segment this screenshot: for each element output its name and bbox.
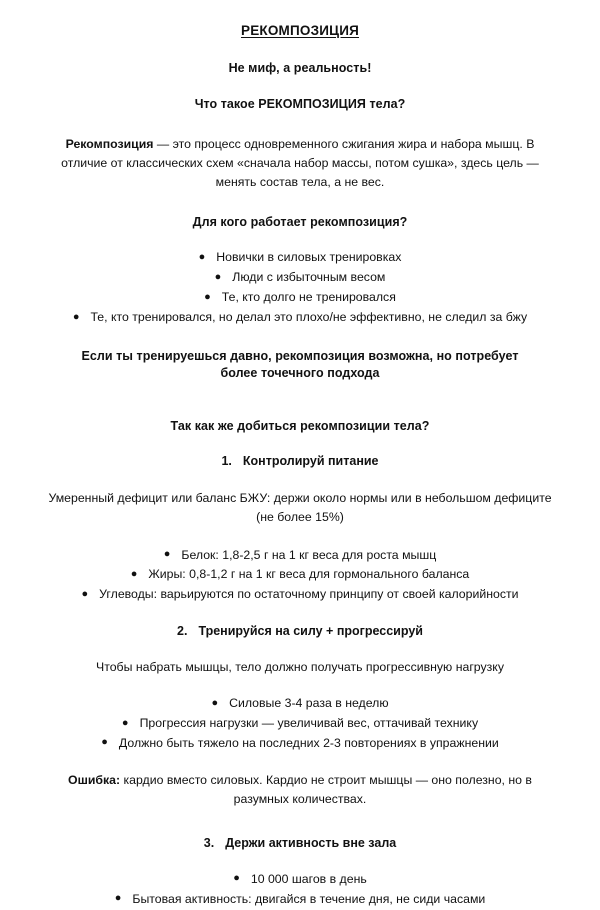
bullet-icon: ● <box>114 892 122 905</box>
list-item <box>40 546 560 566</box>
bullet-icon: ● <box>204 290 211 303</box>
step-1-heading <box>40 453 560 470</box>
step-1-paragraph: Умеренный дефицит или баланс БЖУ: держи около нормы или в небольшом дефиците (не более 15%) <box>48 491 552 525</box>
spacer <box>40 469 560 489</box>
bullet-icon: ● <box>233 872 240 885</box>
step-2-warning <box>40 771 560 809</box>
step-3-number: 3. <box>203 835 215 850</box>
spacer <box>40 40 560 60</box>
spacer <box>40 192 560 214</box>
list-item-label: Жиры: 0,8-1,2 г на 1 кг веса для гормонального баланса <box>148 567 470 582</box>
bullet-icon: ● <box>130 567 138 580</box>
list-item <box>40 268 560 288</box>
bullet-icon: ● <box>163 548 171 561</box>
list-item-label: Люди с избыточным весом <box>232 270 386 285</box>
list-item <box>40 585 560 605</box>
list-item <box>40 565 560 585</box>
list-item-label: Силовые 3-4 раза в неделю <box>229 696 389 711</box>
step-2-number: 2. <box>177 624 188 639</box>
bullet-icon: ● <box>198 250 206 263</box>
list-item-label: Должно быть тяжело на последних 2-3 повторениях в упражнении <box>118 735 499 750</box>
spacer <box>40 113 560 135</box>
spacer <box>40 404 560 418</box>
step-3-list <box>40 870 560 910</box>
list-item-label: Белок: 1,8-2,5 г на 1 кг веса для роста мышц <box>181 547 437 562</box>
definition-paragraph <box>40 135 560 192</box>
spacer <box>40 754 560 771</box>
list-item-label: Углеводы: варьируются по остаточному принципу от своей калорийности <box>99 587 519 602</box>
list-item <box>40 248 560 268</box>
step-2-list <box>40 694 560 754</box>
definition-term: Рекомпозиция <box>65 137 154 152</box>
list-item-label: Те, кто тренировался, но делал это плохо/не эффективно, не следил за бжу <box>90 310 528 325</box>
document-subtitle: Не миф, а реальность! <box>228 60 372 75</box>
bullet-icon: ● <box>81 587 89 600</box>
bullet-icon: ● <box>121 716 129 729</box>
bullet-icon: ● <box>72 310 80 323</box>
spacer <box>40 231 560 248</box>
list-item <box>40 890 560 910</box>
step-1-list <box>40 546 560 606</box>
step-1-number: 1. <box>221 453 232 468</box>
spacer <box>40 605 560 623</box>
list-item <box>40 288 560 308</box>
list-item <box>40 734 560 754</box>
step-3-heading <box>40 835 560 852</box>
list-item-label: Бытовая активность: двигайся в течение дня, не сиди часами <box>132 891 486 906</box>
step-3-title: Держи активность вне зала <box>225 835 397 850</box>
step-2-title: Тренируйся на силу + прогрессируй <box>198 624 423 639</box>
list-item-label: Те, кто долго не тренировался <box>221 290 396 305</box>
step-1-title: Контролируй питание <box>242 453 379 468</box>
list-item-label: Прогрессия нагрузки — увеличивай вес, оттачивай технику <box>139 716 479 731</box>
warning-label: Ошибка: <box>68 772 121 787</box>
spacer <box>40 809 560 827</box>
spacer <box>40 76 560 96</box>
list-item <box>40 308 560 328</box>
spacer <box>40 852 560 870</box>
list-item <box>40 714 560 734</box>
spacer <box>40 435 560 453</box>
spacer <box>40 640 560 658</box>
spacer <box>40 827 560 835</box>
bullet-icon: ● <box>211 696 219 709</box>
list-item <box>40 694 560 714</box>
section-heading-audience: Для кого работает рекомпозиция? <box>192 215 408 230</box>
spacer <box>40 328 560 348</box>
bullet-icon: ● <box>101 736 108 749</box>
definition-body: — это процесс одновременного сжигания жира и набора мышц. В отличие от классических схем «сначала набор массы, потом сушка», здесь цель — менять состав тела, а не вес. <box>61 137 539 190</box>
step-2-paragraph: Чтобы набрать мышцы, тело должно получать прогрессивную нагрузку <box>96 660 504 675</box>
bullet-icon: ● <box>214 270 222 283</box>
page-title: РЕКОМПОЗИЦИЯ <box>240 23 360 38</box>
list-item <box>40 870 560 890</box>
list-item-label: Новички в силовых тренировках <box>216 250 402 265</box>
section-heading-definition: Что такое РЕКОМПОЗИЦИЯ тела? <box>194 97 406 112</box>
spacer <box>40 382 560 404</box>
audience-list <box>40 248 560 328</box>
section-heading-how-to: Так как же добиться рекомпозиции тела? <box>170 418 430 433</box>
step-2-heading <box>40 623 560 640</box>
spacer <box>40 528 560 546</box>
warning-body: кардио вместо силовых. Кардио не строит мышцы — оно полезно, но в разумных количествах. <box>120 772 532 806</box>
list-item-label: 10 000 шагов в день <box>250 871 367 886</box>
audience-note: Если ты тренируешься давно, рекомпозиция возможна, но потребует более точечного подхода <box>81 348 519 380</box>
spacer <box>40 677 560 694</box>
